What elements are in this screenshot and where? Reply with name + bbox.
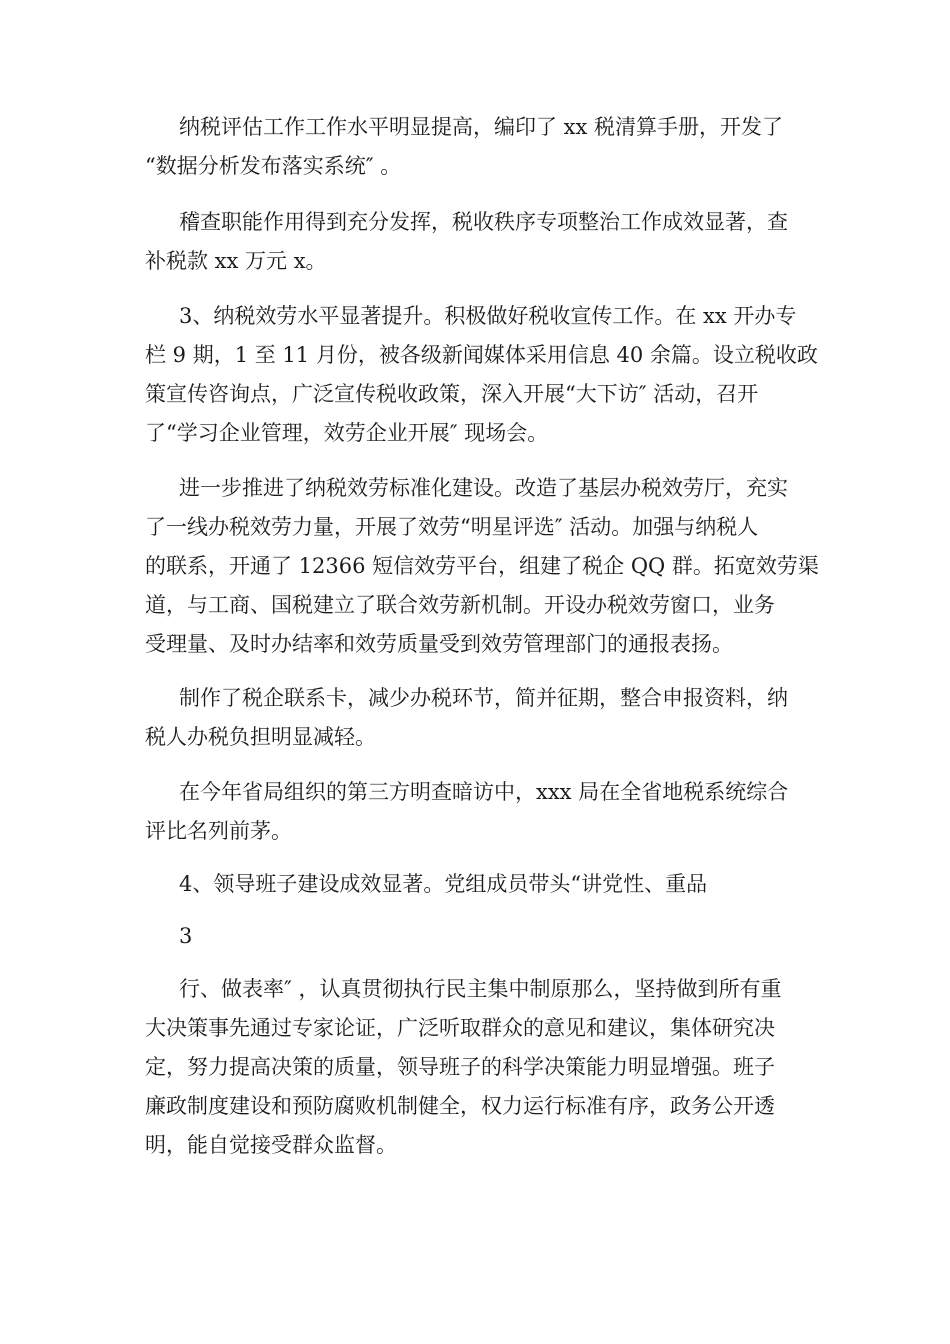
paragraph-line: 制作了税企联系卡，减少办税环节，简并征期，整合申报资料，纳 bbox=[179, 686, 788, 710]
paragraph-1 bbox=[145, 108, 783, 186]
paragraph-3 bbox=[145, 297, 818, 453]
paragraph-line: 了“学习企业管理，效劳企业开展″ 现场会。 bbox=[145, 421, 549, 445]
paragraph-line: 的联系，开通了 12366 短信效劳平台，组建了税企 QQ 群。拓宽效劳渠 bbox=[145, 554, 819, 578]
paragraph-line: 在今年省局组织的第三方明查暗访中，xxx 局在全省地税系统综合 bbox=[179, 780, 789, 804]
paragraph-line: 道，与工商、国税建立了联合效劳新机制。开设办税效劳窗口，业务 bbox=[145, 593, 775, 617]
paragraph-line: 税人办税负担明显减轻。 bbox=[145, 725, 376, 749]
paragraph-line: 受理量、及时办结率和效劳质量受到效劳管理部门的通报表扬。 bbox=[145, 632, 733, 656]
paragraph-line: 明，能自觉接受群众监督。 bbox=[145, 1133, 397, 1157]
paragraph-8 bbox=[145, 970, 782, 1165]
page-number: 3 bbox=[179, 924, 193, 948]
paragraph-line: “数据分析发布落实系统″ 。 bbox=[145, 154, 402, 178]
paragraph-line: 评比名列前茅。 bbox=[145, 819, 292, 843]
paragraph-line: 栏 9 期，1 至 11 月份，被各级新闻媒体采用信息 40 余篇。设立税收政 bbox=[145, 343, 818, 367]
paragraph-line: 稽查职能作用得到充分发挥，税收秩序专项整治工作成效显著，查 bbox=[179, 210, 788, 234]
paragraph-4 bbox=[145, 469, 819, 664]
paragraph-line: 廉政制度建设和预防腐败机制健全，权力运行标准有序，政务公开透 bbox=[145, 1094, 775, 1118]
paragraph-7 bbox=[145, 865, 707, 904]
paragraph-2 bbox=[145, 203, 788, 281]
paragraph-line: 策宣传咨询点，广泛宣传税收政策，深入开展“大下访″ 活动，召开 bbox=[145, 382, 759, 406]
paragraph-line: 进一步推进了纳税效劳标准化建设。改造了基层办税效劳厅，充实 bbox=[179, 476, 788, 500]
paragraph-line: 纳税评估工作工作水平明显提高，编印了 xx 税清算手册，开发了 bbox=[179, 115, 784, 139]
paragraph-6 bbox=[145, 773, 788, 851]
paragraph-5 bbox=[145, 679, 788, 757]
paragraph-line: 4、领导班子建设成效显著。党组成员带头“讲党性、重品 bbox=[179, 872, 708, 896]
paragraph-line: 了一线办税效劳力量，开展了效劳“明星评选″ 活动。加强与纳税人 bbox=[145, 515, 759, 539]
paragraph-line: 补税款 xx 万元 x。 bbox=[145, 249, 327, 273]
paragraph-line: 定，努力提高决策的质量，领导班子的科学决策能力明显增强。班子 bbox=[145, 1055, 775, 1079]
paragraph-line: 行、做表率″ ，认真贯彻执行民主集中制原那么，坚持做到所有重 bbox=[179, 977, 782, 1001]
paragraph-line: 大决策事先通过专家论证，广泛听取群众的意见和建议，集体研究决 bbox=[145, 1016, 775, 1040]
paragraph-line: 3、纳税效劳水平显著提升。积极做好税收宣传工作。在 xx 开办专 bbox=[179, 304, 797, 328]
